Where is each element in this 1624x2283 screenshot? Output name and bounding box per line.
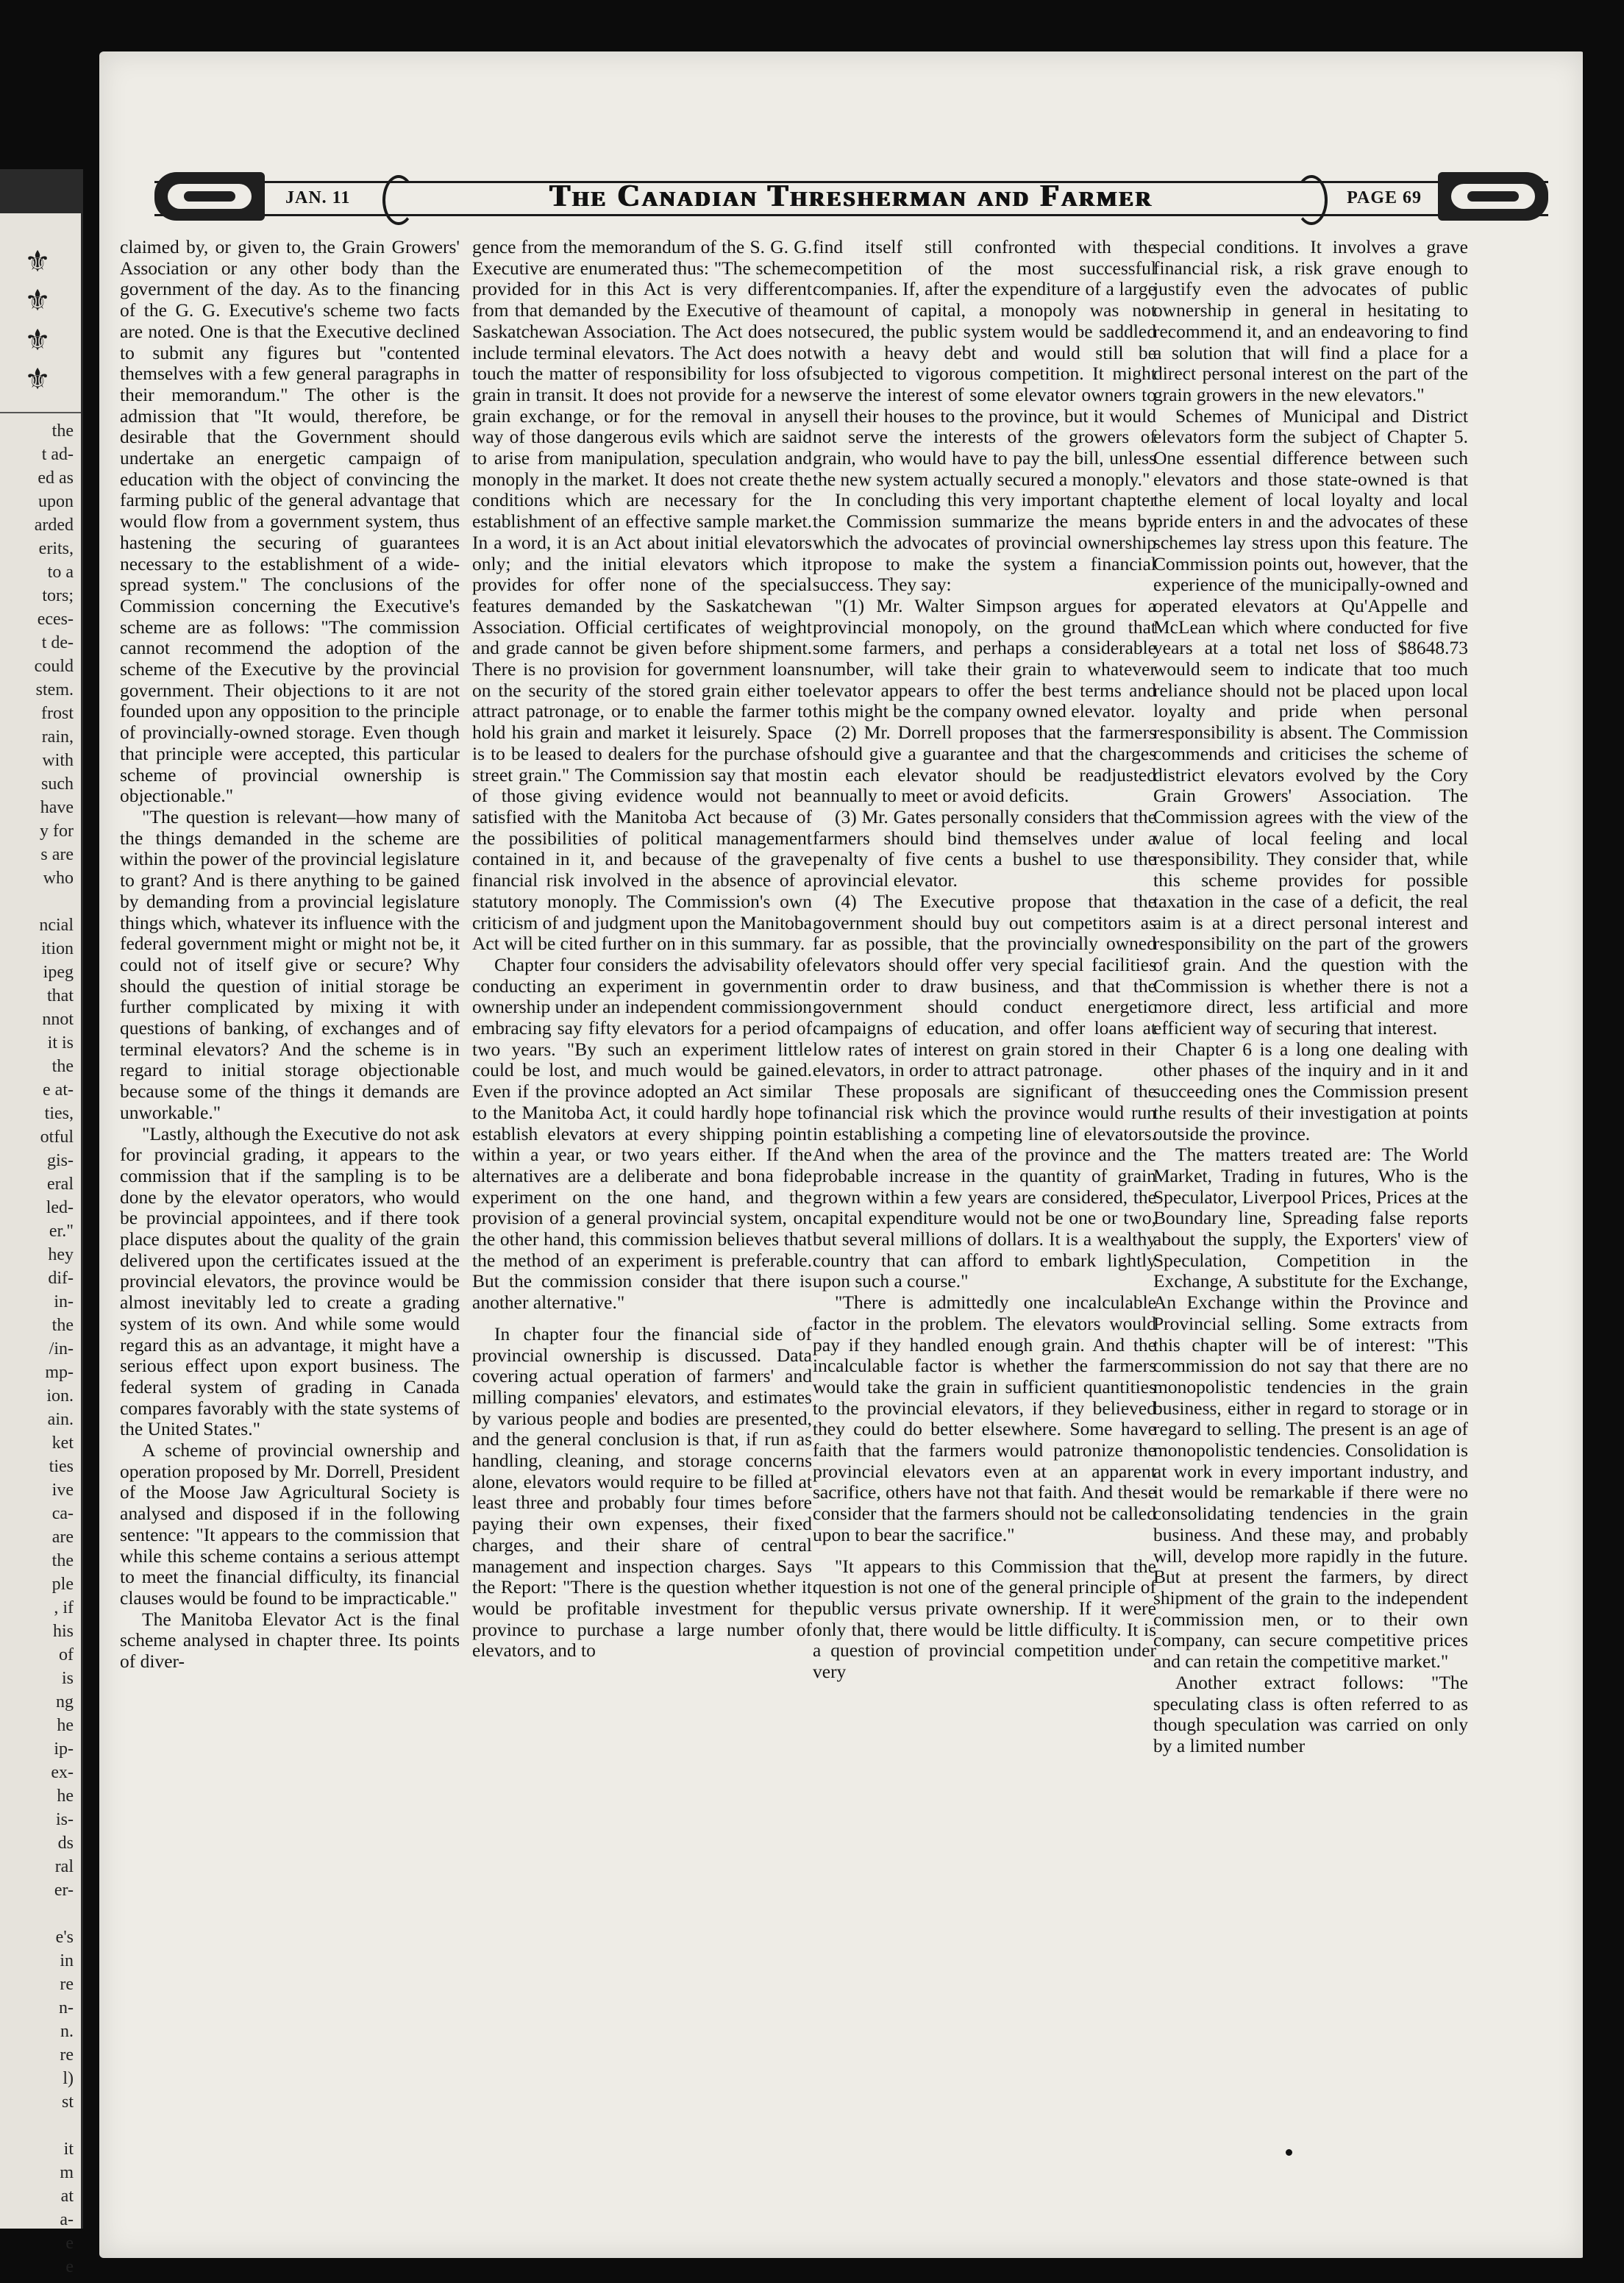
page-header	[154, 171, 1548, 224]
facing-page-fragment: he	[57, 1787, 74, 1806]
facing-page-fragment: in-	[54, 1292, 74, 1311]
facing-page-fragment: mp-	[45, 1363, 74, 1382]
facing-page-fragment: ds	[57, 1834, 74, 1853]
facing-page-fragment: who	[43, 869, 74, 888]
facing-page-fragment: could	[34, 657, 74, 676]
facing-page-fragment: led-	[46, 1198, 74, 1217]
facing-page-fragment: at	[60, 2187, 74, 2206]
paragraph: In chapter four the financial side of provincial ownership is discussed. Data covering actual operation of farmers' and milling companies' elevators, and estimates by various people and bodies are presented, and the general conclusion is that, if run as handling, cleaning, and storage concerns alone, elevators would require to be filled at least three and probably four times before paying their own expenses, their fixed charges, and their share of central management and inspection charges. Says the Report: "There is the question whether it would be profitable investment for the province to purchase a large number of elevators, and to	[472, 1322, 812, 1662]
facing-page-fragment: dif-	[48, 1269, 74, 1288]
facing-page-fragment: m	[60, 2163, 74, 2182]
fleur-de-lis-icon: ⚜	[24, 324, 51, 357]
facing-page-ornaments	[0, 169, 81, 413]
facing-page-fragment: it	[63, 2140, 74, 2159]
facing-page-fragment: n.	[60, 2022, 74, 2041]
facing-page-fragment: t de-	[41, 633, 74, 652]
facing-page-fragment: e	[65, 2234, 74, 2253]
scan-border	[1583, 51, 1624, 2283]
facing-page-fragment: re	[60, 1975, 74, 1994]
fleur-de-lis-icon: ⚜	[24, 245, 51, 278]
article-column-2	[472, 237, 812, 2237]
facing-page-fragment: gis-	[47, 1151, 74, 1170]
facing-page-fragment: eral	[47, 1175, 74, 1194]
facing-page-fragment: rain,	[41, 727, 74, 747]
paragraph: Chapter 6 is a long one dealing with other phases of the inquiry and in it and succeeding ones the Commission present the results of their investigation at points outside the province.	[1153, 1038, 1468, 1144]
facing-page-fragment: ed as	[38, 469, 74, 488]
facing-page-fragment: er-	[54, 1881, 74, 1900]
facing-page-fragment: ion.	[46, 1386, 74, 1406]
facing-page-fragment	[0, 2114, 74, 2137]
header-scroll-right-icon	[1295, 175, 1328, 225]
facing-page-fragment: er."	[49, 1222, 74, 1241]
facing-page-fragment: y for	[40, 822, 74, 841]
facing-page-fragment: ties,	[44, 1104, 74, 1123]
facing-page-fragment: he	[57, 1716, 74, 1735]
facing-page-fragment: tors;	[42, 586, 74, 605]
facing-page-fragment: a-	[60, 2210, 74, 2229]
paragraph: (4) The Executive propose that the government should buy out competitors as far as possible, that the provincially owned elevators should offer very special facilities in order to draw business, and that the government should conduct energetic campaigns of education, and offer loans at low rates of interest on grain stored in their elevators, in order to attract patronage.	[813, 890, 1156, 1081]
paragraph: "The question is relevant—how many of the things demanded in the scheme are within the power of the provincial legislature to grant? And is there anything to be gained by demanding from a provincial legislature things which, whatever its influence with the federal government might or might not be, it could not of itself give or secure? Why should the question of initial storage be further complicated by mixing it with questions of banking, of exchanges and of terminal elevators? And the scheme is in regard to initial storage objectionable because some of the things it demands are unworkable."	[120, 805, 460, 1123]
facing-page-fragment: otful	[40, 1128, 74, 1147]
facing-page-fragment: are	[51, 1528, 74, 1547]
facing-page-fragment: arded	[34, 516, 74, 535]
facing-page-fragment: ral	[54, 1857, 74, 1876]
facing-page-fragment: of	[59, 1645, 74, 1664]
article-column-1	[120, 237, 460, 2237]
facing-page-fragment: re	[60, 2045, 74, 2065]
facing-page-fragment: erits,	[38, 539, 74, 558]
facing-page-fragment: nnot	[42, 1010, 74, 1029]
paragraph: "Lastly, although the Executive do not ask for provincial grading, it appears to the commission that if the sampling is to be done by the elevator operators, who would be provincial appointees, and if there took place disputes about the quality of the grain delivered upon the certificates issued at the provincial elevators, the province would be almost inevitably led to create a grading system of its own. And while some would regard this as an advantage, it might have a serious effect upon export business. The federal system of grading in Canada compares favorably with the state systems of the United States."	[120, 1122, 460, 1440]
facing-page-fragment: ive	[51, 1481, 74, 1500]
paragraph: Schemes of Municipal and District elevators form the subject of Chapter 5. One essential difference between such elevators and those state-owned is that the element of local loyalty and local pride enters in and the advocates of these schemes lay stress upon this feature. The Commission points out, however, that the experience of the municipally-owned and operated elevators at Qu'Appelle and McLean which where conducted for five years at a total net loss of $8648.73 would seem to indicate that too much reliance should not be placed upon local loyalty and pride when personal responsibility is absent. The Commission commends and criticises the scheme of district elevators evolved by the Cory Grain Growers' Association. The Commission agrees with the view of the value of local feeling and local responsibility. They consider that, while this scheme provides for possible taxation in the case of a deficit, the real aim is at a direct personal interest and responsibility on the part of the growers of grain. And the question with the Commission is whether there is not a more direct, less artificial and more efficient way of securing that interest.	[1153, 405, 1468, 1039]
facing-page-fragment: e's	[55, 1928, 74, 1947]
facing-page-fragment: frost	[41, 704, 74, 723]
facing-page-fragment: ition	[40, 939, 74, 958]
facing-page-fragment: is	[61, 1669, 74, 1688]
paragraph: "(1) Mr. Walter Simpson argues for a provincial monopoly, on the ground that some farmers, and perhaps a considerable number, will take their grain to whatever elevator appears to offer the best terms and this might be the company owned elevator.	[813, 594, 1156, 722]
facing-page-fragment: ple	[51, 1575, 74, 1594]
facing-page-fragment: l)	[63, 2069, 74, 2088]
facing-page-fragment: hey	[48, 1245, 74, 1264]
issue-date: JAN. 11	[285, 188, 351, 207]
facing-page-fragment: ties	[49, 1457, 74, 1476]
facing-page-fragment	[0, 890, 74, 913]
facing-page-fragment: t ad-	[41, 445, 74, 464]
fleur-de-lis-icon: ⚜	[24, 284, 51, 317]
facing-page-edge	[0, 169, 83, 2276]
paragraph: A scheme of provincial ownership and operation proposed by Mr. Dorrell, President of the Moose Jaw Agricultural Society is analysed and disposed if in the following sentence: "It appears to the commission that while this scheme contains a serious attempt to meet the financial difficulty, its financial clauses would be found to be impracticable."	[120, 1439, 460, 1609]
facing-page-fragment	[0, 1902, 74, 1926]
facing-page-fragment: ex-	[51, 1763, 74, 1782]
facing-page-fragment: e at-	[43, 1080, 74, 1100]
article-column-3	[813, 237, 1156, 2237]
facing-page-fragment: that	[47, 986, 74, 1005]
paragraph: The Manitoba Elevator Act is the final scheme analysed in chapter three. Its points of diver-	[120, 1608, 460, 1673]
facing-page-fragment: his	[52, 1622, 74, 1641]
paragraph: These proposals are significant of the financial risk which the province would run in establishing a competing line of elevators. And when the area of the province and the probable increase in the quantity of grain grown within a few years are considered, the capital expenditure would not be one or two, but several millions of dollars. It is a wealthy country that can afford to embark lightly upon such a course."	[813, 1080, 1156, 1292]
facing-page-fragment: ain.	[47, 1410, 74, 1429]
facing-page-fragment: eces-	[37, 610, 74, 629]
facing-page-fragment: ipeg	[43, 963, 74, 982]
header-scroll-left-icon	[382, 175, 415, 225]
facing-page-fragment: s are	[40, 845, 74, 864]
facing-page-fragment: , if	[54, 1598, 74, 1617]
facing-page-fragment: upon	[38, 492, 74, 511]
facing-page-fragment: the	[51, 1316, 74, 1335]
paragraph: The matters treated are: The World Market, Trading in futures, Who is the Speculator, Liverpool Prices, Prices at the Boundary line, Spreading false reports about the supply, the Exporters' view of Speculation, Competition in the Exchange, A substitute for the Exchange, An Exchange within the Province and Provincial selling. Some extracts from this chapter will be of interest: "This commission do not say that there are no monopolistic tendencies in the grain business, either in regard to storage or in regard to selling. The present is an age of monopolistic tendencies. Consolidation is at work in every important industry, and it would be remarkable if there were no consolidating tendencies in the grain business. And these may, and probably will, develop more rapidly in the future. But at present the farmers, by direct shipment of the grain to the independent commission men, or to their own company, can secure competitive prices and can retain the competitive market."	[1153, 1144, 1468, 1673]
facing-page-fragment: stem.	[35, 680, 74, 699]
paragraph: claimed by, or given to, the Grain Growers' Association or any other body than the government of the day. As to the financing of the G. G. Executive's scheme two facts are noted. One is that the Executive declined to submit any figures but "contented themselves with a few general paragraphs in their memorandum." The other is the admission that "It would, therefore, be desirable that the Government should undertake an energetic campaign of education with the object of convincing the farming public of the general advantage that would flow from a government system, thus hastening the securing of guarantees necessary to the establishment of a wide-spread system." The conclusions of the Commission concerning the Executive's scheme are as follows: "The commission cannot recommend the adoption of the scheme of the Executive by the provincial government. Their objections to it are not founded upon any opposition to the principle of provincially-owned storage. Even though that principle were accepted, this particular scheme of provincial ownership is objectionable."	[120, 236, 460, 807]
facing-page-fragment: st	[61, 2093, 74, 2112]
header-right-ornament-icon	[1438, 172, 1548, 221]
paragraph: Chapter four considers the advisability of conducting an experiment in government ownership under an independent commission embracing say fifty elevators for a period of two years. "By such an experiment little could be lost, and much would be gained. Even if the province adopted an Act similar to the Manitoba Act, it could hardly hope to establish elevators at every shipping point within a year, or two years either. If the alternatives are a deliberate and bona fide experiment on the one hand, and the provision of a general provincial system, on the other hand, this commission believes that the method of an experiment is preferable. But the commission consider that there is another alternative."	[472, 953, 812, 1314]
facing-page-fragment: the	[51, 421, 74, 441]
paragraph: special conditions. It involves a grave financial risk, a risk grave enough to justify even the advocates of public ownership in general in hesitating to recommend it, and an endeavoring to find a solution that will find a place for a direct personal interest on the part of the grain growers in the new elevators."	[1153, 236, 1468, 405]
paragraph: gence from the memorandum of the S. G. G. Executive are enumerated thus: "The scheme provided for in this Act is very different from that demanded by the Executive of the Saskatchewan Association. The Act does not include terminal elevators. The Act does not touch the matter of responsibility for loss of grain in transit. It does not provide for a new grain exchange, or for the removal in any way of those dangerous evils which are said to arise from manipulation, speculation and monoply in the market. It does not create the conditions which are necessary for the establishment of an effective sample market. In a word, it is an Act about initial elevators only; and the initial elevators which it provides for offer none of the special features demanded by the Saskatchewan Association. Official certificates of weight and grade cannot be given before shipment. There is no provision for government loans on the security of the stored grain either to attract patronage, or to enable the farmer to hold his grain and market it leisurely. Space is to be leased to dealers for the purchase of street grain." The Commission say that most of those giving evidence would not be satisfied with the Manitoba Act because of the possibilities of political management contained in it, and because of the grave financial risk involved in the absence of a statutory monoply. The Commission's own criticism of and judgment upon the Manitoba Act will be cited further on in this summary.	[472, 236, 812, 955]
paragraph: (3) Mr. Gates personally considers that the farmers should bind themselves under a penalty of five cents a bushel to use the provincial elevator.	[813, 805, 1156, 891]
facing-page-fragment: /in-	[49, 1339, 74, 1358]
facing-page-fragment: ca-	[51, 1504, 74, 1523]
facing-page-header-ornament	[0, 169, 81, 213]
paragraph: Another extract follows: "The speculating class is often referred to as though speculation was carried on only by a limited number	[1153, 1671, 1468, 1756]
facing-page-fragment: such	[41, 774, 74, 794]
facing-page-fragment: have	[40, 798, 74, 817]
facing-page-fragment: ip-	[54, 1739, 74, 1759]
paragraph: find itself still confronted with the competition of the most successful companies. If, after the expenditure of a large amount of capital, a monopoly was not secured, the public system would be saddled with a heavy debt and would still be subjected to vigorous competition. It might serve the interest of some elevator owners to sell their houses to the province, but it would not serve the interests of the growers of grain, who would have to pay the bill, unless the new system actually secured a monoply."	[813, 236, 1156, 490]
facing-page-fragment: the	[51, 1551, 74, 1570]
ink-speck	[1286, 2149, 1292, 2156]
facing-page-fragment: is-	[56, 1810, 74, 1829]
publication-title: The Canadian Thresherman and Farmer	[549, 179, 1153, 213]
fleur-de-lis-icon: ⚜	[24, 363, 51, 396]
facing-page-fragment: the	[51, 1057, 74, 1076]
paragraph: "There is admittedly one incalculable factor in the problem. The elevators would pay if they handled enough grain. And the incalculable factor is whether the farmers would take the grain in sufficient quantities to the provincial elevators, if they believed they could do better elsewhere. Some have faith that the farmers would patronize the provincial elevators even at an apparent sacrifice, others have not that faith. And these consider that the farmers should not be called upon to bear the sacrifice."	[813, 1292, 1156, 1545]
paragraph: (2) Mr. Dorrell proposes that the farmers should give a guarantee and that the charges in each elevator should be readjusted annually to meet or avoid deficits.	[813, 722, 1156, 807]
facing-page-fragment: n-	[59, 1998, 74, 2017]
facing-page-fragment: ng	[56, 1692, 74, 1712]
facing-page-fragment: ket	[51, 1433, 74, 1453]
paragraph: "It appears to this Commission that the question is not one of the general principle of public versus private ownership. If it were only that, there would be little difficulty. It is a question of provincial competition under very	[813, 1555, 1156, 1683]
facing-page-fragment: in	[60, 1951, 74, 1970]
page-number: PAGE 69	[1347, 188, 1422, 207]
facing-page-fragment: e	[65, 2257, 74, 2276]
facing-page-fragment: to a	[47, 563, 74, 582]
facing-page-fragment: with	[42, 751, 74, 770]
header-left-ornament-icon	[154, 172, 265, 221]
article-column-4	[1153, 237, 1468, 2237]
paragraph: In concluding this very important chapter the Commission summarize the means by which the advocates of provincial ownership propose to make the system a financial success. They say:	[813, 489, 1156, 596]
facing-page-fragment: ncial	[39, 916, 74, 935]
facing-page-fragment: it is	[47, 1033, 74, 1053]
facing-page-text-fragments	[0, 419, 74, 2279]
